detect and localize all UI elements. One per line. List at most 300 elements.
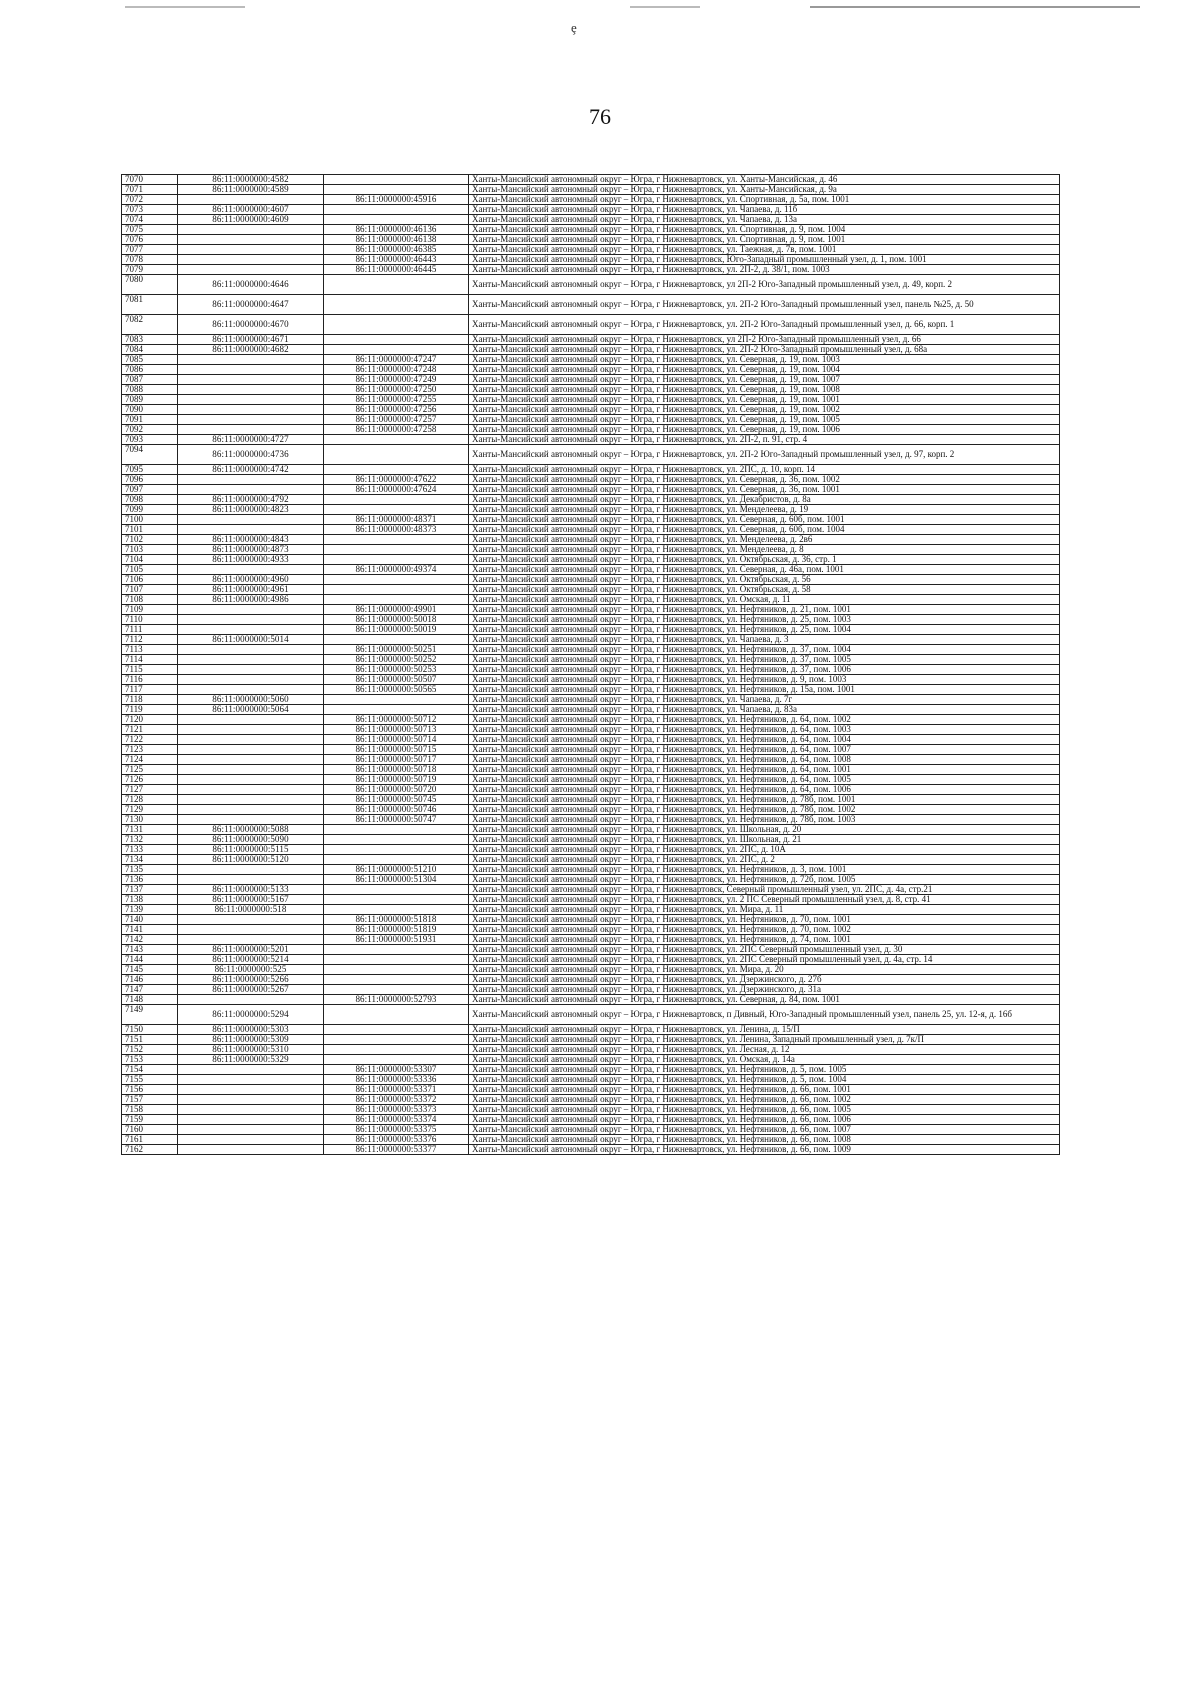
parcel-cadastral-number: 86:11:0000000:5060 bbox=[178, 695, 324, 705]
premises-cadastral-number: 86:11:0000000:50717 bbox=[324, 755, 469, 765]
row-number: 7097 bbox=[122, 485, 178, 495]
address: Ханты-Мансийский автономный округ – Югра, г Нижневартовск, ул. Школьная, д. 20 bbox=[469, 825, 1060, 835]
table-row bbox=[122, 985, 1060, 995]
parcel-cadastral-number: 86:11:0000000:4671 bbox=[178, 335, 324, 345]
address: Ханты-Мансийский автономный округ – Югра, г Нижневартовск, ул. Таежная, д. 7в, пом. 1001 bbox=[469, 245, 1060, 255]
premises-cadastral-number: 86:11:0000000:46445 bbox=[324, 265, 469, 275]
table-row bbox=[122, 1035, 1060, 1045]
address: Ханты-Мансийский автономный округ – Югра, г Нижневартовск, ул. Нефтяников, д. 5, пом. 1004 bbox=[469, 1075, 1060, 1085]
row-number: 7110 bbox=[122, 615, 178, 625]
premises-cadastral-number: 86:11:0000000:53374 bbox=[324, 1115, 469, 1125]
table-row bbox=[122, 265, 1060, 275]
parcel-cadastral-number bbox=[178, 765, 324, 775]
table-row bbox=[122, 405, 1060, 415]
row-number: 7117 bbox=[122, 685, 178, 695]
parcel-cadastral-number bbox=[178, 615, 324, 625]
scan-mark: ȩ bbox=[571, 20, 577, 35]
address: Ханты-Мансийский автономный округ – Югра, г Нижневартовск, ул. Нефтяников, д. 64, пом. 1005 bbox=[469, 775, 1060, 785]
row-number: 7123 bbox=[122, 745, 178, 755]
parcel-cadastral-number: 86:11:0000000:4823 bbox=[178, 505, 324, 515]
premises-cadastral-number: 86:11:0000000:46385 bbox=[324, 245, 469, 255]
address: Ханты-Мансийский автономный округ – Югра, г Нижневартовск, ул. Ленина, Западный промышленный узел, д. 7к/П bbox=[469, 1035, 1060, 1045]
address: Ханты-Мансийский автономный округ – Югра, г Нижневартовск, ул. Нефтяников, д. 64, пом. 1006 bbox=[469, 785, 1060, 795]
table-row bbox=[122, 1125, 1060, 1135]
row-number: 7160 bbox=[122, 1125, 178, 1135]
row-number: 7118 bbox=[122, 695, 178, 705]
table-row bbox=[122, 295, 1060, 315]
parcel-cadastral-number: 86:11:0000000:5294 bbox=[178, 1005, 324, 1025]
address: Ханты-Мансийский автономный округ – Югра, г Нижневартовск, ул. Нефтяников, д. 64, пом. 1004 bbox=[469, 735, 1060, 745]
parcel-cadastral-number bbox=[178, 195, 324, 205]
row-number: 7131 bbox=[122, 825, 178, 835]
parcel-cadastral-number bbox=[178, 515, 324, 525]
parcel-cadastral-number bbox=[178, 685, 324, 695]
row-number: 7134 bbox=[122, 855, 178, 865]
table-row bbox=[122, 615, 1060, 625]
premises-cadastral-number: 86:11:0000000:50713 bbox=[324, 725, 469, 735]
parcel-cadastral-number bbox=[178, 755, 324, 765]
table-row bbox=[122, 925, 1060, 935]
premises-cadastral-number bbox=[324, 175, 469, 185]
premises-cadastral-number bbox=[324, 1045, 469, 1055]
premises-cadastral-number bbox=[324, 575, 469, 585]
parcel-cadastral-number bbox=[178, 1105, 324, 1115]
parcel-cadastral-number: 86:11:0000000:5167 bbox=[178, 895, 324, 905]
address: Ханты-Мансийский автономный округ – Югра, г Нижневартовск, ул. Омская, д. 14а bbox=[469, 1055, 1060, 1065]
row-number: 7079 bbox=[122, 265, 178, 275]
parcel-cadastral-number: 86:11:0000000:5115 bbox=[178, 845, 324, 855]
parcel-cadastral-number: 86:11:0000000:4986 bbox=[178, 595, 324, 605]
row-number: 7091 bbox=[122, 415, 178, 425]
premises-cadastral-number: 86:11:0000000:50747 bbox=[324, 815, 469, 825]
row-number: 7127 bbox=[122, 785, 178, 795]
premises-cadastral-number: 86:11:0000000:47247 bbox=[324, 355, 469, 365]
table-row bbox=[122, 445, 1060, 465]
table-row bbox=[122, 425, 1060, 435]
row-number: 7147 bbox=[122, 985, 178, 995]
premises-cadastral-number: 86:11:0000000:47258 bbox=[324, 425, 469, 435]
premises-cadastral-number: 86:11:0000000:47622 bbox=[324, 475, 469, 485]
table-row bbox=[122, 975, 1060, 985]
parcel-cadastral-number bbox=[178, 625, 324, 635]
table-row bbox=[122, 315, 1060, 335]
table-row bbox=[122, 175, 1060, 185]
row-number: 7152 bbox=[122, 1045, 178, 1055]
premises-cadastral-number: 86:11:0000000:50253 bbox=[324, 665, 469, 675]
parcel-cadastral-number bbox=[178, 675, 324, 685]
table-row bbox=[122, 435, 1060, 445]
parcel-cadastral-number: 86:11:0000000:4960 bbox=[178, 575, 324, 585]
table-row bbox=[122, 605, 1060, 615]
row-number: 7151 bbox=[122, 1035, 178, 1045]
row-number: 7154 bbox=[122, 1065, 178, 1075]
parcel-cadastral-number bbox=[178, 995, 324, 1005]
table-row bbox=[122, 395, 1060, 405]
address: Ханты-Мансийский автономный округ – Югра, г Нижневартовск, ул. 2П-2 Юго-Западный промышленный узел, д. 97, корп. 2 bbox=[469, 445, 1060, 465]
parcel-cadastral-number bbox=[178, 525, 324, 535]
premises-cadastral-number bbox=[324, 835, 469, 845]
address: Ханты-Мансийский автономный округ – Югра, г Нижневартовск, ул. Чапаева, д. 3 bbox=[469, 635, 1060, 645]
row-number: 7089 bbox=[122, 395, 178, 405]
table-row bbox=[122, 1065, 1060, 1075]
premises-cadastral-number bbox=[324, 845, 469, 855]
parcel-cadastral-number: 86:11:0000000:5133 bbox=[178, 885, 324, 895]
address: Ханты-Мансийский автономный округ – Югра, г Нижневартовск, ул. Спортивная, д. 9, пом. 1004 bbox=[469, 225, 1060, 235]
parcel-cadastral-number: 86:11:0000000:4736 bbox=[178, 445, 324, 465]
row-number: 7140 bbox=[122, 915, 178, 925]
parcel-cadastral-number bbox=[178, 1135, 324, 1145]
premises-cadastral-number: 86:11:0000000:53372 bbox=[324, 1095, 469, 1105]
table-row bbox=[122, 205, 1060, 215]
row-number: 7155 bbox=[122, 1075, 178, 1085]
parcel-cadastral-number: 86:11:0000000:5214 bbox=[178, 955, 324, 965]
table-row bbox=[122, 1105, 1060, 1115]
premises-cadastral-number bbox=[324, 495, 469, 505]
address: Ханты-Мансийский автономный округ – Югра, г Нижневартовск, ул. Северная, д. 46а, пом. 1001 bbox=[469, 565, 1060, 575]
premises-cadastral-number: 86:11:0000000:50565 bbox=[324, 685, 469, 695]
row-number: 7122 bbox=[122, 735, 178, 745]
premises-cadastral-number bbox=[324, 985, 469, 995]
table-row bbox=[122, 1075, 1060, 1085]
premises-cadastral-number bbox=[324, 855, 469, 865]
parcel-cadastral-number: 86:11:0000000:4670 bbox=[178, 315, 324, 335]
row-number: 7075 bbox=[122, 225, 178, 235]
parcel-cadastral-number bbox=[178, 375, 324, 385]
premises-cadastral-number: 86:11:0000000:47624 bbox=[324, 485, 469, 495]
address: Ханты-Мансийский автономный округ – Югра, г Нижневартовск, ул. Северная, д. 19, пом. 1007 bbox=[469, 375, 1060, 385]
row-number: 7106 bbox=[122, 575, 178, 585]
premises-cadastral-number bbox=[324, 585, 469, 595]
row-number: 7107 bbox=[122, 585, 178, 595]
row-number: 7161 bbox=[122, 1135, 178, 1145]
address: Ханты-Мансийский автономный округ – Югра, г Нижневартовск, ул. Октябрьская, д. 36, стр. 1 bbox=[469, 555, 1060, 565]
address: Ханты-Мансийский автономный округ – Югра, г Нижневартовск, ул. Дзержинского, д. 31а bbox=[469, 985, 1060, 995]
parcel-cadastral-number: 86:11:0000000:5266 bbox=[178, 975, 324, 985]
table-row bbox=[122, 775, 1060, 785]
premises-cadastral-number bbox=[324, 955, 469, 965]
address: Ханты-Мансийский автономный округ – Югра, г Нижневартовск, Юго-Западный промышленный узел, д. 1, пом. 1001 bbox=[469, 255, 1060, 265]
address: Ханты-Мансийский автономный округ – Югра, г Нижневартовск, ул. Северная, д. 36, пом. 1001 bbox=[469, 485, 1060, 495]
address: Ханты-Мансийский автономный округ – Югра, г Нижневартовск, ул. Нефтяников, д. 37, пом. 1004 bbox=[469, 645, 1060, 655]
row-number: 7076 bbox=[122, 235, 178, 245]
premises-cadastral-number bbox=[324, 1035, 469, 1045]
table-row bbox=[122, 825, 1060, 835]
scan-noise-top bbox=[630, 6, 700, 8]
row-number: 7085 bbox=[122, 355, 178, 365]
table-row bbox=[122, 625, 1060, 635]
table-row bbox=[122, 1025, 1060, 1035]
parcel-cadastral-number bbox=[178, 385, 324, 395]
address: Ханты-Мансийский автономный округ – Югра, г Нижневартовск, ул. Чапаева, д. 83а bbox=[469, 705, 1060, 715]
parcel-cadastral-number bbox=[178, 255, 324, 265]
parcel-cadastral-number bbox=[178, 415, 324, 425]
address: Ханты-Мансийский автономный округ – Югра, г Нижневартовск, ул. Ленина, д. 15/П bbox=[469, 1025, 1060, 1035]
table-row bbox=[122, 675, 1060, 685]
row-number: 7072 bbox=[122, 195, 178, 205]
address: Ханты-Мансийский автономный округ – Югра, г Нижневартовск, ул. Нефтяников, д. 5, пом. 1005 bbox=[469, 1065, 1060, 1075]
table-row bbox=[122, 805, 1060, 815]
parcel-cadastral-number bbox=[178, 235, 324, 245]
row-number: 7116 bbox=[122, 675, 178, 685]
row-number: 7084 bbox=[122, 345, 178, 355]
parcel-cadastral-number: 86:11:0000000:4792 bbox=[178, 495, 324, 505]
row-number: 7094 bbox=[122, 445, 178, 465]
table-row bbox=[122, 685, 1060, 695]
table-row bbox=[122, 385, 1060, 395]
parcel-cadastral-number: 86:11:0000000:5120 bbox=[178, 855, 324, 865]
table-row bbox=[122, 915, 1060, 925]
table-row bbox=[122, 345, 1060, 355]
table-row bbox=[122, 1005, 1060, 1025]
row-number: 7136 bbox=[122, 875, 178, 885]
parcel-cadastral-number: 86:11:0000000:4961 bbox=[178, 585, 324, 595]
premises-cadastral-number bbox=[324, 895, 469, 905]
address: Ханты-Мансийский автономный округ – Югра, г Нижневартовск, ул. 2 ПС Северный промышленный узел, д. 8, стр. 41 bbox=[469, 895, 1060, 905]
parcel-cadastral-number bbox=[178, 1075, 324, 1085]
premises-cadastral-number bbox=[324, 1005, 469, 1025]
row-number: 7124 bbox=[122, 755, 178, 765]
parcel-cadastral-number bbox=[178, 925, 324, 935]
row-number: 7086 bbox=[122, 365, 178, 375]
parcel-cadastral-number bbox=[178, 225, 324, 235]
premises-cadastral-number: 86:11:0000000:45916 bbox=[324, 195, 469, 205]
row-number: 7139 bbox=[122, 905, 178, 915]
parcel-cadastral-number: 86:11:0000000:4843 bbox=[178, 535, 324, 545]
row-number: 7078 bbox=[122, 255, 178, 265]
premises-cadastral-number: 86:11:0000000:50719 bbox=[324, 775, 469, 785]
parcel-cadastral-number: 86:11:0000000:5309 bbox=[178, 1035, 324, 1045]
table-row bbox=[122, 595, 1060, 605]
premises-cadastral-number: 86:11:0000000:50715 bbox=[324, 745, 469, 755]
table-row bbox=[122, 835, 1060, 845]
table-row bbox=[122, 785, 1060, 795]
row-number: 7125 bbox=[122, 765, 178, 775]
address: Ханты-Мансийский автономный округ – Югра, г Нижневартовск, ул. Спортивная, д. 5а, пом. 1001 bbox=[469, 195, 1060, 205]
table-row bbox=[122, 1055, 1060, 1065]
table-row bbox=[122, 955, 1060, 965]
row-number: 7153 bbox=[122, 1055, 178, 1065]
premises-cadastral-number: 86:11:0000000:47248 bbox=[324, 365, 469, 375]
address: Ханты-Мансийский автономный округ – Югра, г Нижневартовск, ул. Нефтяников, д. 66, пом. 1006 bbox=[469, 1115, 1060, 1125]
table-row bbox=[122, 485, 1060, 495]
premises-cadastral-number bbox=[324, 535, 469, 545]
row-number: 7108 bbox=[122, 595, 178, 605]
table-row bbox=[122, 645, 1060, 655]
address: Ханты-Мансийский автономный округ – Югра, г Нижневартовск, ул. Декабристов, д. 8а bbox=[469, 495, 1060, 505]
table-row bbox=[122, 365, 1060, 375]
premises-cadastral-number bbox=[324, 885, 469, 895]
row-number: 7130 bbox=[122, 815, 178, 825]
address: Ханты-Мансийский автономный округ – Югра, г Нижневартовск, ул. Нефтяников, д. 78б, пом. 1001 bbox=[469, 795, 1060, 805]
address: Ханты-Мансийский автономный округ – Югра, г Нижневартовск, ул. Нефтяников, д. 9, пом. 1003 bbox=[469, 675, 1060, 685]
parcel-cadastral-number bbox=[178, 935, 324, 945]
table-row bbox=[122, 815, 1060, 825]
parcel-cadastral-number: 86:11:0000000:4582 bbox=[178, 175, 324, 185]
parcel-cadastral-number: 86:11:0000000:5014 bbox=[178, 635, 324, 645]
premises-cadastral-number: 86:11:0000000:50252 bbox=[324, 655, 469, 665]
premises-cadastral-number: 86:11:0000000:50714 bbox=[324, 735, 469, 745]
address: Ханты-Мансийский автономный округ – Югра, г Нижневартовск, ул. Лесная, д. 12 bbox=[469, 1045, 1060, 1055]
table-row bbox=[122, 565, 1060, 575]
row-number: 7109 bbox=[122, 605, 178, 615]
table-row bbox=[122, 945, 1060, 955]
premises-cadastral-number bbox=[324, 205, 469, 215]
premises-cadastral-number: 86:11:0000000:51304 bbox=[324, 875, 469, 885]
row-number: 7080 bbox=[122, 275, 178, 295]
premises-cadastral-number: 86:11:0000000:50718 bbox=[324, 765, 469, 775]
premises-cadastral-number: 86:11:0000000:50019 bbox=[324, 625, 469, 635]
row-number: 7074 bbox=[122, 215, 178, 225]
parcel-cadastral-number: 86:11:0000000:4607 bbox=[178, 205, 324, 215]
parcel-cadastral-number bbox=[178, 805, 324, 815]
parcel-cadastral-number: 86:11:0000000:5088 bbox=[178, 825, 324, 835]
address: Ханты-Мансийский автономный округ – Югра, г Нижневартовск, ул. Менделеева, д. 19 bbox=[469, 505, 1060, 515]
address: Ханты-Мансийский автономный округ – Югра, г Нижневартовск, ул. Нефтяников, д. 37, пом. 1006 bbox=[469, 665, 1060, 675]
table-row bbox=[122, 195, 1060, 205]
parcel-cadastral-number bbox=[178, 875, 324, 885]
table-row bbox=[122, 735, 1060, 745]
parcel-cadastral-number bbox=[178, 735, 324, 745]
parcel-cadastral-number bbox=[178, 655, 324, 665]
address: Ханты-Мансийский автономный округ – Югра, г Нижневартовск, ул. Нефтяников, д. 37, пом. 1005 bbox=[469, 655, 1060, 665]
premises-cadastral-number bbox=[324, 705, 469, 715]
premises-cadastral-number: 86:11:0000000:50720 bbox=[324, 785, 469, 795]
address: Ханты-Мансийский автономный округ – Югра, г Нижневартовск, п Дивный, Юго-Западный промышленный узел, панель 25, ул. 12-я, д. 16б bbox=[469, 1005, 1060, 1025]
row-number: 7093 bbox=[122, 435, 178, 445]
row-number: 7096 bbox=[122, 475, 178, 485]
row-number: 7102 bbox=[122, 535, 178, 545]
table-row bbox=[122, 665, 1060, 675]
parcel-cadastral-number: 86:11:0000000:4933 bbox=[178, 555, 324, 565]
registry-table bbox=[121, 174, 1060, 1155]
parcel-cadastral-number bbox=[178, 775, 324, 785]
row-number: 7119 bbox=[122, 705, 178, 715]
premises-cadastral-number bbox=[324, 595, 469, 605]
parcel-cadastral-number bbox=[178, 645, 324, 655]
address: Ханты-Мансийский автономный округ – Югра, г Нижневартовск, ул. Нефтяников, д. 66, пом. 1007 bbox=[469, 1125, 1060, 1135]
address: Ханты-Мансийский автономный округ – Югра, г Нижневартовск, ул. Нефтяников, д. 78б, пом. 1003 bbox=[469, 815, 1060, 825]
parcel-cadastral-number bbox=[178, 475, 324, 485]
row-number: 7099 bbox=[122, 505, 178, 515]
table-row bbox=[122, 655, 1060, 665]
address: Ханты-Мансийский автономный округ – Югра, г Нижневартовск, ул. 2П-2 Юго-Западный промышленный узел, д. 68а bbox=[469, 345, 1060, 355]
parcel-cadastral-number bbox=[178, 425, 324, 435]
row-number: 7088 bbox=[122, 385, 178, 395]
address: Ханты-Мансийский автономный округ – Югра, г Нижневартовск, ул. Нефтяников, д. 64, пом. 1008 bbox=[469, 755, 1060, 765]
parcel-cadastral-number: 86:11:0000000:525 bbox=[178, 965, 324, 975]
premises-cadastral-number bbox=[324, 1025, 469, 1035]
table-row bbox=[122, 215, 1060, 225]
table-row bbox=[122, 885, 1060, 895]
row-number: 7092 bbox=[122, 425, 178, 435]
parcel-cadastral-number bbox=[178, 1125, 324, 1135]
premises-cadastral-number bbox=[324, 945, 469, 955]
address: Ханты-Мансийский автономный округ – Югра, г Нижневартовск, ул. Нефтяников, д. 64, пом. 1001 bbox=[469, 765, 1060, 775]
parcel-cadastral-number: 86:11:0000000:4873 bbox=[178, 545, 324, 555]
row-number: 7138 bbox=[122, 895, 178, 905]
parcel-cadastral-number: 86:11:0000000:5267 bbox=[178, 985, 324, 995]
address: Ханты-Мансийский автономный округ – Югра, г Нижневартовск, ул. Северная, д. 19, пом. 1006 bbox=[469, 425, 1060, 435]
premises-cadastral-number: 86:11:0000000:53375 bbox=[324, 1125, 469, 1135]
row-number: 7132 bbox=[122, 835, 178, 845]
parcel-cadastral-number: 86:11:0000000:5310 bbox=[178, 1045, 324, 1055]
address: Ханты-Мансийский автономный округ – Югра, г Нижневартовск, ул. Нефтяников, д. 21, пом. 1001 bbox=[469, 605, 1060, 615]
row-number: 7146 bbox=[122, 975, 178, 985]
premises-cadastral-number bbox=[324, 335, 469, 345]
table-row bbox=[122, 355, 1060, 365]
premises-cadastral-number bbox=[324, 445, 469, 465]
row-number: 7098 bbox=[122, 495, 178, 505]
parcel-cadastral-number: 86:11:0000000:5090 bbox=[178, 835, 324, 845]
table-row bbox=[122, 225, 1060, 235]
premises-cadastral-number: 86:11:0000000:53373 bbox=[324, 1105, 469, 1115]
premises-cadastral-number bbox=[324, 635, 469, 645]
address: Ханты-Мансийский автономный округ – Югра, г Нижневартовск, ул. Нефтяников, д. 70, пом. 1002 bbox=[469, 925, 1060, 935]
table-row bbox=[122, 1145, 1060, 1155]
premises-cadastral-number bbox=[324, 345, 469, 355]
table-row bbox=[122, 875, 1060, 885]
row-number: 7081 bbox=[122, 295, 178, 315]
address: Ханты-Мансийский автономный округ – Югра, г Нижневартовск, ул. 2ПС Северный промышленный узел, д. 30 bbox=[469, 945, 1060, 955]
row-number: 7115 bbox=[122, 665, 178, 675]
parcel-cadastral-number: 86:11:0000000:5303 bbox=[178, 1025, 324, 1035]
table-row bbox=[122, 755, 1060, 765]
address: Ханты-Мансийский автономный округ – Югра, г Нижневартовск, ул. Мира, д. 20 bbox=[469, 965, 1060, 975]
premises-cadastral-number: 86:11:0000000:47257 bbox=[324, 415, 469, 425]
address: Ханты-Мансийский автономный округ – Югра, г Нижневартовск, ул. Северная, д. 19, пом. 1002 bbox=[469, 405, 1060, 415]
parcel-cadastral-number bbox=[178, 605, 324, 615]
premises-cadastral-number: 86:11:0000000:47255 bbox=[324, 395, 469, 405]
address: Ханты-Мансийский автономный округ – Югра, г Нижневартовск, ул. Нефтяников, д. 66, пом. 1005 bbox=[469, 1105, 1060, 1115]
premises-cadastral-number bbox=[324, 545, 469, 555]
parcel-cadastral-number bbox=[178, 405, 324, 415]
address: Ханты-Мансийский автономный округ – Югра, г Нижневартовск, ул. Нефтяников, д. 66, пом. 1009 bbox=[469, 1145, 1060, 1155]
address: Ханты-Мансийский автономный округ – Югра, г Нижневартовск, ул. Северная, д. 19, пом. 1005 bbox=[469, 415, 1060, 425]
table-row bbox=[122, 765, 1060, 775]
address: Ханты-Мансийский автономный округ – Югра, г Нижневартовск, ул. Омская, д. 11 bbox=[469, 595, 1060, 605]
premises-cadastral-number: 86:11:0000000:50712 bbox=[324, 715, 469, 725]
premises-cadastral-number: 86:11:0000000:50745 bbox=[324, 795, 469, 805]
premises-cadastral-number: 86:11:0000000:50746 bbox=[324, 805, 469, 815]
row-number: 7090 bbox=[122, 405, 178, 415]
address: Ханты-Мансийский автономный округ – Югра, г Нижневартовск, ул. Октябрьская, д. 56 bbox=[469, 575, 1060, 585]
address: Ханты-Мансийский автономный округ – Югра, г Нижневартовск, ул. 2ПС, д. 10А bbox=[469, 845, 1060, 855]
table-row bbox=[122, 865, 1060, 875]
parcel-cadastral-number: 86:11:0000000:5064 bbox=[178, 705, 324, 715]
table-row bbox=[122, 415, 1060, 425]
row-number: 7120 bbox=[122, 715, 178, 725]
premises-cadastral-number: 86:11:0000000:53371 bbox=[324, 1085, 469, 1095]
address: Ханты-Мансийский автономный округ – Югра, г Нижневартовск, ул. Менделеева, д. 8 bbox=[469, 545, 1060, 555]
address: Ханты-Мансийский автономный округ – Югра, г Нижневартовск, ул. Ханты-Мансийская, д. 46 bbox=[469, 175, 1060, 185]
parcel-cadastral-number bbox=[178, 915, 324, 925]
premises-cadastral-number: 86:11:0000000:48371 bbox=[324, 515, 469, 525]
premises-cadastral-number: 86:11:0000000:50251 bbox=[324, 645, 469, 655]
row-number: 7111 bbox=[122, 625, 178, 635]
address: Ханты-Мансийский автономный округ – Югра, г Нижневартовск, ул. Нефтяников, д. 70, пом. 1001 bbox=[469, 915, 1060, 925]
address: Ханты-Мансийский автономный округ – Югра, г Нижневартовск, ул. 2П-2, д. 38/1, пом. 1003 bbox=[469, 265, 1060, 275]
table-row bbox=[122, 185, 1060, 195]
page-number: 76 bbox=[589, 104, 611, 129]
table-row bbox=[122, 745, 1060, 755]
row-number: 7133 bbox=[122, 845, 178, 855]
premises-cadastral-number: 86:11:0000000:53307 bbox=[324, 1065, 469, 1075]
address: Ханты-Мансийский автономный округ – Югра, г Нижневартовск, ул. Северная, д. 36, пом. 1002 bbox=[469, 475, 1060, 485]
premises-cadastral-number: 86:11:0000000:47249 bbox=[324, 375, 469, 385]
parcel-cadastral-number bbox=[178, 395, 324, 405]
row-number: 7114 bbox=[122, 655, 178, 665]
address: Ханты-Мансийский автономный округ – Югра, г Нижневартовск, ул. Нефтяников, д. 25, пом. 1004 bbox=[469, 625, 1060, 635]
